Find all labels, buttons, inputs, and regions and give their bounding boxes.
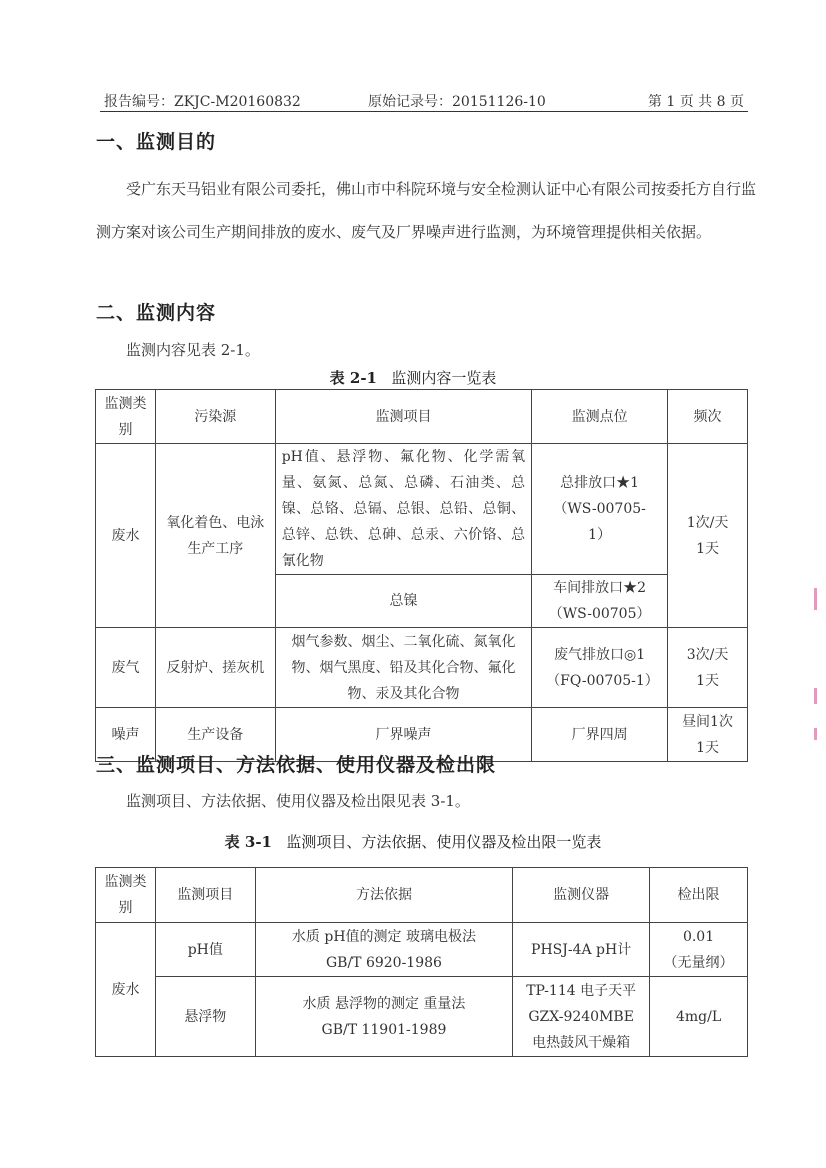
instrument-cell: PHSJ-4A pH计 xyxy=(513,923,650,977)
header-cell xyxy=(155,390,275,444)
method-name: 水质 pH值的测定 玻璃电极法 xyxy=(291,928,476,945)
record-number: 原始记录号：20151126-10 xyxy=(368,94,546,110)
report-number: 报告编号：ZKJC-M20160832 xyxy=(104,94,301,110)
section-title-purpose: 一、监测目的 xyxy=(96,131,217,153)
item-cell: 悬浮物 xyxy=(155,977,255,1057)
header-cell xyxy=(668,390,748,444)
caption-text: 监测项目、方法依据、使用仪器及检出限一览表 xyxy=(286,833,602,851)
limit-cell xyxy=(650,977,748,1057)
caption-text: 监测内容一览表 xyxy=(391,369,497,387)
table-header-row xyxy=(96,868,748,923)
source-cell: 氧化着色、电泳生产工序 xyxy=(155,444,275,628)
table-row xyxy=(96,444,748,575)
table-row xyxy=(96,628,748,708)
header-cell xyxy=(155,868,255,923)
header-text: 方法依据 xyxy=(355,887,412,903)
item-cell: pH值 xyxy=(155,923,255,977)
header-text: 监测项目 xyxy=(375,408,432,425)
point-cell: 车间排放口★2（WS-00705） xyxy=(532,575,668,628)
items-cell: 烟气参数、烟尘、二氧化硫、氮氧化物、烟气黑度、铅及其化合物、氟化物、汞及其化合物 xyxy=(275,628,531,708)
table-header-row xyxy=(96,390,748,444)
method-standard: GB/T 6920-1986 xyxy=(325,954,442,971)
header-text: 污染源 xyxy=(194,408,237,425)
limit-unit: （无量纲） xyxy=(663,954,734,971)
method-standard: GB/T 11901-1989 xyxy=(321,1021,447,1038)
header-text: 检出限 xyxy=(677,887,720,903)
limit-value: 0.01 xyxy=(682,928,715,945)
header-cell xyxy=(275,390,531,444)
source-cell: 反射炉、搓灰机 xyxy=(155,628,275,708)
header-cell xyxy=(513,868,650,923)
category-cell: 废水 xyxy=(96,923,156,1057)
limit-value: 4mg/L xyxy=(675,1008,722,1025)
seal-mark xyxy=(814,588,817,610)
page-number: 第 1 页 共 8 页 xyxy=(647,94,744,110)
source-cell: 生产设备 xyxy=(155,708,275,762)
page-header xyxy=(100,89,748,112)
items-cell: 厂界噪声 xyxy=(275,708,531,762)
header-cell xyxy=(96,390,156,444)
content-intro: 监测内容见表 2-1。 xyxy=(126,341,260,359)
header-text: 监测类别 xyxy=(104,395,147,438)
header-text: 频次 xyxy=(693,408,722,425)
items-cell: pH值、悬浮物、氟化物、化学需氧量、氨氮、总氮、总磷、石油类、总镍、总铬、总镉、总银、总铅、总铜、总锌、总铁、总砷、总汞、六价铬、总氰化物 xyxy=(275,444,531,575)
items-cell: 总镍 xyxy=(275,575,531,628)
section-title-methods: 三、监测项目、方法依据、使用仪器及检出限 xyxy=(96,754,497,776)
instrument-cell: TP-114 电子天平 GZX-9240MBE 电热鼓风干燥箱 xyxy=(513,977,650,1057)
category-cell: 废水 xyxy=(96,444,156,628)
category-cell: 废气 xyxy=(96,628,156,708)
frequency-cell: 昼间1次 1天 xyxy=(668,708,748,762)
purpose-text: 受广东天马铝业有限公司委托，佛山市中科院环境与安全检测认证中心有限公司按委托方自行监测方案对该公司生产期间排放的废水、废气及厂界噪声进行监测，为环境管理提供相关依据。 xyxy=(96,180,757,241)
header-text: 监测点位 xyxy=(571,408,628,425)
caption-number: 表 3-1 xyxy=(224,833,272,851)
monitoring-content-table xyxy=(95,389,748,762)
table-row xyxy=(96,977,748,1057)
method-name: 水质 悬浮物的测定 重量法 xyxy=(302,995,466,1012)
caption-number: 表 2-1 xyxy=(329,369,377,387)
purpose-paragraph xyxy=(96,168,756,254)
frequency-cell: 1次/天 1天 xyxy=(668,444,748,628)
table-2-1-caption xyxy=(0,367,826,388)
header-cell xyxy=(532,390,668,444)
point-cell: 废气排放口◎1（FQ-00705-1） xyxy=(532,628,668,708)
header-cell xyxy=(255,868,512,923)
seal-mark xyxy=(814,688,817,704)
category-cell: 噪声 xyxy=(96,708,156,762)
header-cell xyxy=(96,868,156,923)
header-text: 监测类别 xyxy=(104,874,147,916)
header-text: 监测项目 xyxy=(177,887,234,903)
method-cell xyxy=(255,977,512,1057)
methods-table xyxy=(95,867,748,1057)
method-cell xyxy=(255,923,512,977)
header-cell xyxy=(650,868,748,923)
point-cell: 厂界四周 xyxy=(532,708,668,762)
table-row xyxy=(96,923,748,977)
limit-cell xyxy=(650,923,748,977)
section-title-content: 二、监测内容 xyxy=(96,302,217,324)
table-3-1-caption xyxy=(0,831,826,852)
seal-mark xyxy=(814,728,817,740)
methods-intro: 监测项目、方法依据、使用仪器及检出限见表 3-1。 xyxy=(126,792,470,810)
header-text: 监测仪器 xyxy=(553,887,610,903)
frequency-cell: 3次/天 1天 xyxy=(668,628,748,708)
point-cell: 总排放口★1（WS-00705-1） xyxy=(532,444,668,575)
